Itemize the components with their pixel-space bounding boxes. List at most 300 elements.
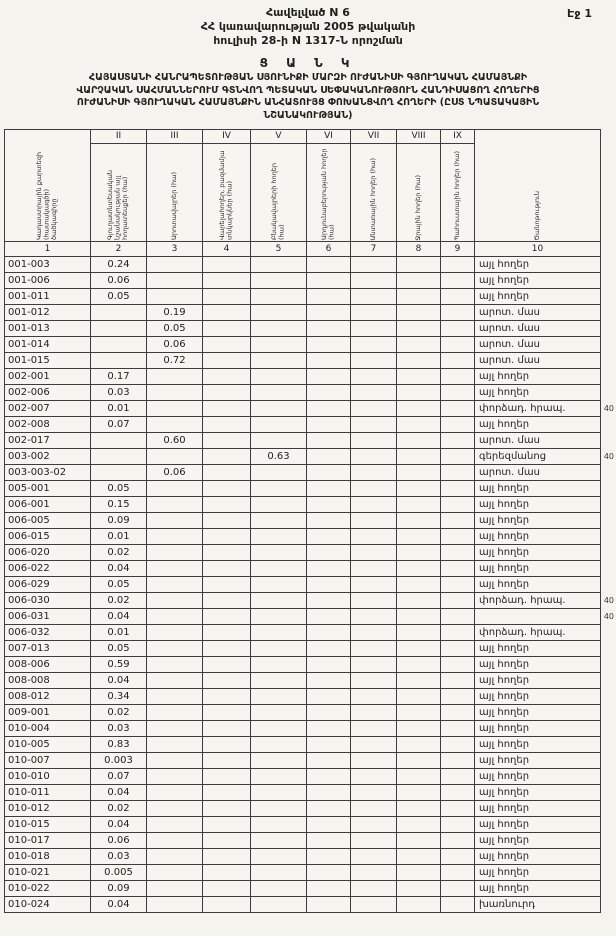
area-value-cell: 0.04 bbox=[91, 817, 147, 833]
area-value-cell: 0.72 bbox=[147, 353, 203, 369]
area-value-cell: 0.19 bbox=[147, 305, 203, 321]
area-value-cell bbox=[203, 529, 251, 545]
area-value-cell bbox=[203, 865, 251, 881]
area-value-cell bbox=[397, 497, 441, 513]
subtitle-line-1: ՀԱՅԱՍՏԱՆԻ ՀԱՆՐԱՊԵՏՈՒԹՅԱՆ ՍՅՈՒՆԻՔԻ ՄԱՐԶԻ ՈՒԺԱՆԻՍԻ ԳՅՈՒՂԱԿԱՆ ՀԱՄԱՅՆՔԻ bbox=[88, 72, 528, 84]
note-text: այլ հողեր bbox=[479, 371, 530, 383]
area-value-cell bbox=[351, 401, 397, 417]
area-value-cell bbox=[307, 337, 351, 353]
area-value-cell bbox=[351, 465, 397, 481]
area-value-cell bbox=[351, 673, 397, 689]
column-number-8: 8 bbox=[397, 242, 441, 257]
table-row bbox=[5, 433, 601, 449]
area-value-cell bbox=[397, 609, 441, 625]
parcel-code-cell: 006-030 bbox=[5, 593, 91, 609]
table-row bbox=[5, 385, 601, 401]
column-header-note bbox=[475, 130, 601, 242]
area-value-cell bbox=[397, 833, 441, 849]
area-value-cell bbox=[147, 257, 203, 273]
note-text: արոտ. մաս bbox=[479, 323, 540, 335]
parcel-code-cell: 010-017 bbox=[5, 833, 91, 849]
area-value-cell bbox=[307, 433, 351, 449]
area-value-cell: 0.003 bbox=[91, 753, 147, 769]
area-value-cell bbox=[203, 801, 251, 817]
area-value-cell bbox=[203, 609, 251, 625]
area-value-cell: 0.03 bbox=[91, 849, 147, 865]
table-row bbox=[5, 609, 601, 625]
parcel-code-cell: 009-001 bbox=[5, 705, 91, 721]
area-value-cell bbox=[203, 785, 251, 801]
area-value-cell: 0.15 bbox=[91, 497, 147, 513]
area-value-cell bbox=[307, 257, 351, 273]
area-value-cell bbox=[441, 417, 475, 433]
note-cell bbox=[475, 353, 601, 369]
area-value-cell bbox=[307, 449, 351, 465]
parcel-code-cell: 001-013 bbox=[5, 321, 91, 337]
column-number-1: 1 bbox=[5, 242, 91, 257]
area-value-cell bbox=[441, 625, 475, 641]
note-cell bbox=[475, 321, 601, 337]
margin-annotation: 40 bbox=[603, 596, 614, 606]
page-title: Ց Ա Ն Կ bbox=[259, 56, 357, 71]
area-value-cell: 0.09 bbox=[91, 513, 147, 529]
note-text: այլ հողեր bbox=[479, 883, 530, 895]
area-value-cell bbox=[147, 273, 203, 289]
table-row bbox=[5, 545, 601, 561]
area-value-cell bbox=[397, 401, 441, 417]
parcel-code-cell: 006-029 bbox=[5, 577, 91, 593]
area-value-cell bbox=[307, 881, 351, 897]
area-value-cell bbox=[351, 689, 397, 705]
table-row bbox=[5, 257, 601, 273]
area-value-cell bbox=[397, 769, 441, 785]
area-value-cell bbox=[307, 833, 351, 849]
area-value-cell bbox=[203, 561, 251, 577]
area-value-cell bbox=[147, 881, 203, 897]
roman-header-ix: IX bbox=[441, 130, 475, 144]
roman-header-vii: VII bbox=[351, 130, 397, 144]
area-value-cell bbox=[147, 753, 203, 769]
area-value-cell bbox=[251, 337, 307, 353]
area-value-cell bbox=[351, 545, 397, 561]
area-value-cell: 0.04 bbox=[91, 561, 147, 577]
area-value-cell bbox=[147, 769, 203, 785]
area-value-cell bbox=[251, 753, 307, 769]
area-value-cell bbox=[203, 737, 251, 753]
area-value-cell bbox=[203, 897, 251, 913]
table-row bbox=[5, 353, 601, 369]
column-number-5: 5 bbox=[251, 242, 307, 257]
area-value-cell bbox=[441, 465, 475, 481]
note-cell bbox=[475, 689, 601, 705]
area-value-cell bbox=[397, 257, 441, 273]
note-text: այլ հողեր bbox=[479, 275, 530, 287]
table-row bbox=[5, 833, 601, 849]
area-value-cell bbox=[251, 577, 307, 593]
area-value-cell bbox=[307, 625, 351, 641]
area-value-cell bbox=[351, 433, 397, 449]
note-cell bbox=[475, 465, 601, 481]
table-row bbox=[5, 689, 601, 705]
area-value-cell bbox=[91, 305, 147, 321]
note-cell bbox=[475, 721, 601, 737]
area-value-cell bbox=[203, 433, 251, 449]
note-cell bbox=[475, 417, 601, 433]
note-cell bbox=[475, 513, 601, 529]
area-value-cell bbox=[397, 705, 441, 721]
table-row bbox=[5, 881, 601, 897]
column-header-5-label: Բնակավայրերի հողեր (հա) bbox=[270, 163, 286, 241]
area-value-cell bbox=[203, 465, 251, 481]
area-value-cell bbox=[351, 481, 397, 497]
area-value-cell bbox=[351, 321, 397, 337]
note-text: այլ հողեր bbox=[479, 803, 530, 815]
parcel-code-cell: 010-004 bbox=[5, 721, 91, 737]
column-header-9-label: Պահուստային հողեր (հա) bbox=[452, 150, 461, 241]
roman-header-vi: VI bbox=[307, 130, 351, 144]
area-value-cell bbox=[397, 721, 441, 737]
column-header-3 bbox=[147, 144, 203, 242]
table-row bbox=[5, 561, 601, 577]
note-text: այլ հողեր bbox=[479, 563, 530, 575]
area-value-cell bbox=[203, 881, 251, 897]
area-value-cell bbox=[251, 801, 307, 817]
parcel-code-cell: 006-005 bbox=[5, 513, 91, 529]
area-value-cell bbox=[307, 849, 351, 865]
column-header-code-label: Կադաստրային քարտեզի (հատակագծի) ծածկագիրը bbox=[35, 152, 59, 241]
area-value-cell: 0.83 bbox=[91, 737, 147, 753]
table-row bbox=[5, 289, 601, 305]
note-text: այլ հողեր bbox=[479, 259, 530, 271]
area-value-cell bbox=[147, 897, 203, 913]
area-value-cell bbox=[251, 257, 307, 273]
table-row bbox=[5, 337, 601, 353]
area-value-cell bbox=[203, 257, 251, 273]
area-value-cell bbox=[147, 417, 203, 433]
area-value-cell: 0.01 bbox=[91, 529, 147, 545]
note-text: այլ հողեր bbox=[479, 531, 530, 543]
area-value-cell bbox=[147, 401, 203, 417]
note-cell bbox=[475, 705, 601, 721]
note-cell bbox=[475, 497, 601, 513]
area-value-cell bbox=[397, 753, 441, 769]
table-row bbox=[5, 641, 601, 657]
area-value-cell bbox=[307, 753, 351, 769]
column-header-9 bbox=[441, 144, 475, 242]
area-value-cell bbox=[203, 545, 251, 561]
area-value-cell bbox=[147, 865, 203, 881]
area-value-cell bbox=[441, 305, 475, 321]
parcel-code-cell: 010-015 bbox=[5, 817, 91, 833]
table-row bbox=[5, 673, 601, 689]
area-value-cell bbox=[307, 385, 351, 401]
parcel-code-cell: 001-011 bbox=[5, 289, 91, 305]
area-value-cell bbox=[441, 737, 475, 753]
table-row bbox=[5, 449, 601, 465]
area-value-cell: 0.34 bbox=[91, 689, 147, 705]
annex-header bbox=[0, 6, 616, 47]
subtitle-line-2: ՎԱՐՉԱԿԱՆ ՍԱՀՄԱՆՆԵՐՈՒՄ ԳՏՆՎՈՂ ՊԵՏԱԿԱՆ ՍԵՓԱԿԱՆՈՒԹՅՈՒՆ ՀԱՆԴԻՍԱՑՈՂ ՀՈՂԵՐԻՑ bbox=[76, 84, 540, 96]
note-cell bbox=[475, 673, 601, 689]
area-value-cell bbox=[251, 689, 307, 705]
area-value-cell bbox=[251, 657, 307, 673]
note-text: խառնուրդ bbox=[479, 899, 536, 911]
roman-header-iii: III bbox=[147, 130, 203, 144]
column-header-note-label: Ծանոթություն bbox=[532, 190, 541, 241]
table-row bbox=[5, 785, 601, 801]
area-value-cell bbox=[307, 561, 351, 577]
area-value-cell bbox=[147, 625, 203, 641]
area-value-cell bbox=[307, 497, 351, 513]
area-value-cell bbox=[307, 577, 351, 593]
area-value-cell bbox=[351, 609, 397, 625]
column-number-7: 7 bbox=[351, 242, 397, 257]
table-row bbox=[5, 417, 601, 433]
margin-annotation: 40 bbox=[603, 404, 614, 414]
note-text: արոտ. մաս bbox=[479, 435, 540, 447]
area-value-cell bbox=[397, 737, 441, 753]
note-cell bbox=[475, 529, 601, 545]
area-value-cell bbox=[251, 433, 307, 449]
table-row bbox=[5, 481, 601, 497]
area-value-cell bbox=[147, 561, 203, 577]
area-value-cell bbox=[307, 545, 351, 561]
parcel-code-cell: 006-031 bbox=[5, 609, 91, 625]
area-value-cell bbox=[251, 497, 307, 513]
area-value-cell bbox=[441, 673, 475, 689]
note-text: այլ հողեր bbox=[479, 851, 530, 863]
area-value-cell bbox=[307, 689, 351, 705]
column-header-8 bbox=[397, 144, 441, 242]
area-value-cell bbox=[307, 641, 351, 657]
area-value-cell bbox=[307, 417, 351, 433]
area-value-cell: 0.07 bbox=[91, 417, 147, 433]
area-value-cell bbox=[203, 833, 251, 849]
area-value-cell: 0.01 bbox=[91, 625, 147, 641]
area-value-cell bbox=[147, 513, 203, 529]
area-value-cell bbox=[203, 641, 251, 657]
note-cell bbox=[475, 545, 601, 561]
note-cell bbox=[475, 369, 601, 385]
parcel-code-cell: 002-008 bbox=[5, 417, 91, 433]
margin-annotation: 40 bbox=[603, 612, 614, 622]
table-row bbox=[5, 625, 601, 641]
area-value-cell bbox=[147, 721, 203, 737]
area-value-cell bbox=[203, 481, 251, 497]
parcel-code-cell: 005-001 bbox=[5, 481, 91, 497]
area-value-cell bbox=[91, 465, 147, 481]
area-value-cell bbox=[203, 385, 251, 401]
column-header-7-label: Անտառային հողեր (հա) bbox=[368, 157, 377, 241]
table-row bbox=[5, 273, 601, 289]
area-value-cell: 0.04 bbox=[91, 897, 147, 913]
table-row bbox=[5, 817, 601, 833]
table-row bbox=[5, 721, 601, 737]
area-value-cell bbox=[441, 833, 475, 849]
area-value-cell bbox=[251, 417, 307, 433]
note-text: այլ հողեր bbox=[479, 771, 530, 783]
area-value-cell bbox=[397, 817, 441, 833]
area-value-cell bbox=[441, 401, 475, 417]
area-value-cell bbox=[307, 785, 351, 801]
area-value-cell bbox=[307, 721, 351, 737]
note-cell bbox=[475, 577, 601, 593]
area-value-cell bbox=[351, 833, 397, 849]
note-text: այլ հողեր bbox=[479, 835, 530, 847]
area-value-cell bbox=[397, 801, 441, 817]
area-value-cell bbox=[397, 273, 441, 289]
parcel-code-cell: 001-006 bbox=[5, 273, 91, 289]
area-value-cell bbox=[251, 673, 307, 689]
parcel-code-cell: 010-012 bbox=[5, 801, 91, 817]
area-value-cell bbox=[351, 737, 397, 753]
note-text: արոտ. մաս bbox=[479, 339, 540, 351]
area-value-cell bbox=[397, 529, 441, 545]
parcel-code-cell: 003-002 bbox=[5, 449, 91, 465]
note-text: այլ հողեր bbox=[479, 755, 530, 767]
area-value-cell bbox=[307, 769, 351, 785]
note-text: այլ հողեր bbox=[479, 659, 530, 671]
area-value-cell bbox=[397, 465, 441, 481]
area-value-cell bbox=[147, 545, 203, 561]
table-row bbox=[5, 497, 601, 513]
area-value-cell: 0.02 bbox=[91, 801, 147, 817]
area-value-cell bbox=[307, 737, 351, 753]
area-value-cell bbox=[307, 865, 351, 881]
table-row bbox=[5, 737, 601, 753]
document-subtitle bbox=[8, 72, 608, 122]
note-text: այլ հողեր bbox=[479, 707, 530, 719]
area-value-cell bbox=[441, 641, 475, 657]
note-text: փորձադ. հրապ. bbox=[479, 595, 566, 607]
note-text: այլ հողեր bbox=[479, 675, 530, 687]
note-text: այլ հողեր bbox=[479, 819, 530, 831]
area-value-cell bbox=[307, 353, 351, 369]
area-value-cell bbox=[441, 497, 475, 513]
column-header-6-label: Արդյունաբերության հողեր (հա) bbox=[320, 148, 336, 241]
note-cell bbox=[475, 801, 601, 817]
area-value-cell bbox=[307, 273, 351, 289]
table-row bbox=[5, 465, 601, 481]
area-value-cell bbox=[441, 705, 475, 721]
area-value-cell bbox=[203, 449, 251, 465]
area-value-cell bbox=[147, 849, 203, 865]
area-value-cell bbox=[441, 593, 475, 609]
area-value-cell bbox=[203, 817, 251, 833]
area-value-cell bbox=[351, 785, 397, 801]
note-cell bbox=[475, 641, 601, 657]
area-value-cell bbox=[397, 577, 441, 593]
area-value-cell bbox=[441, 657, 475, 673]
area-value-cell bbox=[147, 497, 203, 513]
note-cell bbox=[475, 385, 601, 401]
area-value-cell bbox=[351, 369, 397, 385]
note-text: այլ հողեր bbox=[479, 547, 530, 559]
note-cell bbox=[475, 273, 601, 289]
area-value-cell bbox=[203, 305, 251, 321]
area-value-cell bbox=[351, 497, 397, 513]
area-value-cell: 0.63 bbox=[251, 449, 307, 465]
area-value-cell bbox=[441, 385, 475, 401]
area-value-cell bbox=[441, 865, 475, 881]
area-value-cell: 0.07 bbox=[91, 769, 147, 785]
area-value-cell bbox=[251, 849, 307, 865]
area-value-cell bbox=[441, 513, 475, 529]
area-value-cell bbox=[351, 337, 397, 353]
note-cell bbox=[475, 753, 601, 769]
area-value-cell bbox=[307, 705, 351, 721]
area-value-cell bbox=[397, 865, 441, 881]
area-value-cell bbox=[397, 785, 441, 801]
area-value-cell bbox=[251, 641, 307, 657]
area-value-cell bbox=[307, 321, 351, 337]
area-value-cell bbox=[203, 657, 251, 673]
area-value-cell bbox=[203, 353, 251, 369]
area-value-cell bbox=[203, 753, 251, 769]
note-text: այլ հողեր bbox=[479, 387, 530, 399]
area-value-cell bbox=[251, 529, 307, 545]
parcel-code-cell: 008-008 bbox=[5, 673, 91, 689]
area-value-cell bbox=[251, 817, 307, 833]
parcel-code-cell: 001-015 bbox=[5, 353, 91, 369]
area-value-cell bbox=[441, 481, 475, 497]
area-value-cell bbox=[203, 401, 251, 417]
area-value-cell bbox=[307, 609, 351, 625]
area-value-cell bbox=[307, 465, 351, 481]
area-value-cell bbox=[351, 561, 397, 577]
area-value-cell bbox=[251, 769, 307, 785]
area-value-cell bbox=[351, 817, 397, 833]
area-value-cell bbox=[441, 257, 475, 273]
note-cell bbox=[475, 737, 601, 753]
area-value-cell bbox=[251, 353, 307, 369]
area-value-cell bbox=[251, 833, 307, 849]
note-cell bbox=[475, 305, 601, 321]
area-value-cell bbox=[203, 337, 251, 353]
area-value-cell bbox=[251, 609, 307, 625]
parcel-code-cell: 010-021 bbox=[5, 865, 91, 881]
area-value-cell bbox=[441, 801, 475, 817]
area-value-cell bbox=[251, 321, 307, 337]
area-value-cell bbox=[203, 497, 251, 513]
area-value-cell bbox=[203, 369, 251, 385]
margin-annotation: 40 bbox=[603, 452, 614, 462]
area-value-cell bbox=[147, 641, 203, 657]
parcel-code-cell: 010-024 bbox=[5, 897, 91, 913]
note-cell bbox=[475, 449, 614, 465]
area-value-cell bbox=[397, 417, 441, 433]
parcel-code-cell: 006-032 bbox=[5, 625, 91, 641]
annex-line-2: ՀՀ կառավարության 2005 թվականի bbox=[200, 19, 416, 33]
note-text: այլ հողեր bbox=[479, 739, 530, 751]
area-value-cell bbox=[397, 369, 441, 385]
area-value-cell bbox=[351, 353, 397, 369]
area-value-cell bbox=[203, 721, 251, 737]
parcel-code-cell: 010-005 bbox=[5, 737, 91, 753]
area-value-cell bbox=[147, 593, 203, 609]
area-value-cell bbox=[251, 465, 307, 481]
roman-header-viii: VIII bbox=[397, 130, 441, 144]
note-text: այլ հողեր bbox=[479, 787, 530, 799]
note-cell bbox=[475, 609, 614, 625]
parcel-code-cell: 001-003 bbox=[5, 257, 91, 273]
area-value-cell bbox=[397, 657, 441, 673]
area-value-cell bbox=[351, 849, 397, 865]
parcel-code-cell: 002-017 bbox=[5, 433, 91, 449]
note-cell bbox=[475, 897, 601, 913]
area-value-cell bbox=[147, 705, 203, 721]
parcel-code-cell: 002-001 bbox=[5, 369, 91, 385]
